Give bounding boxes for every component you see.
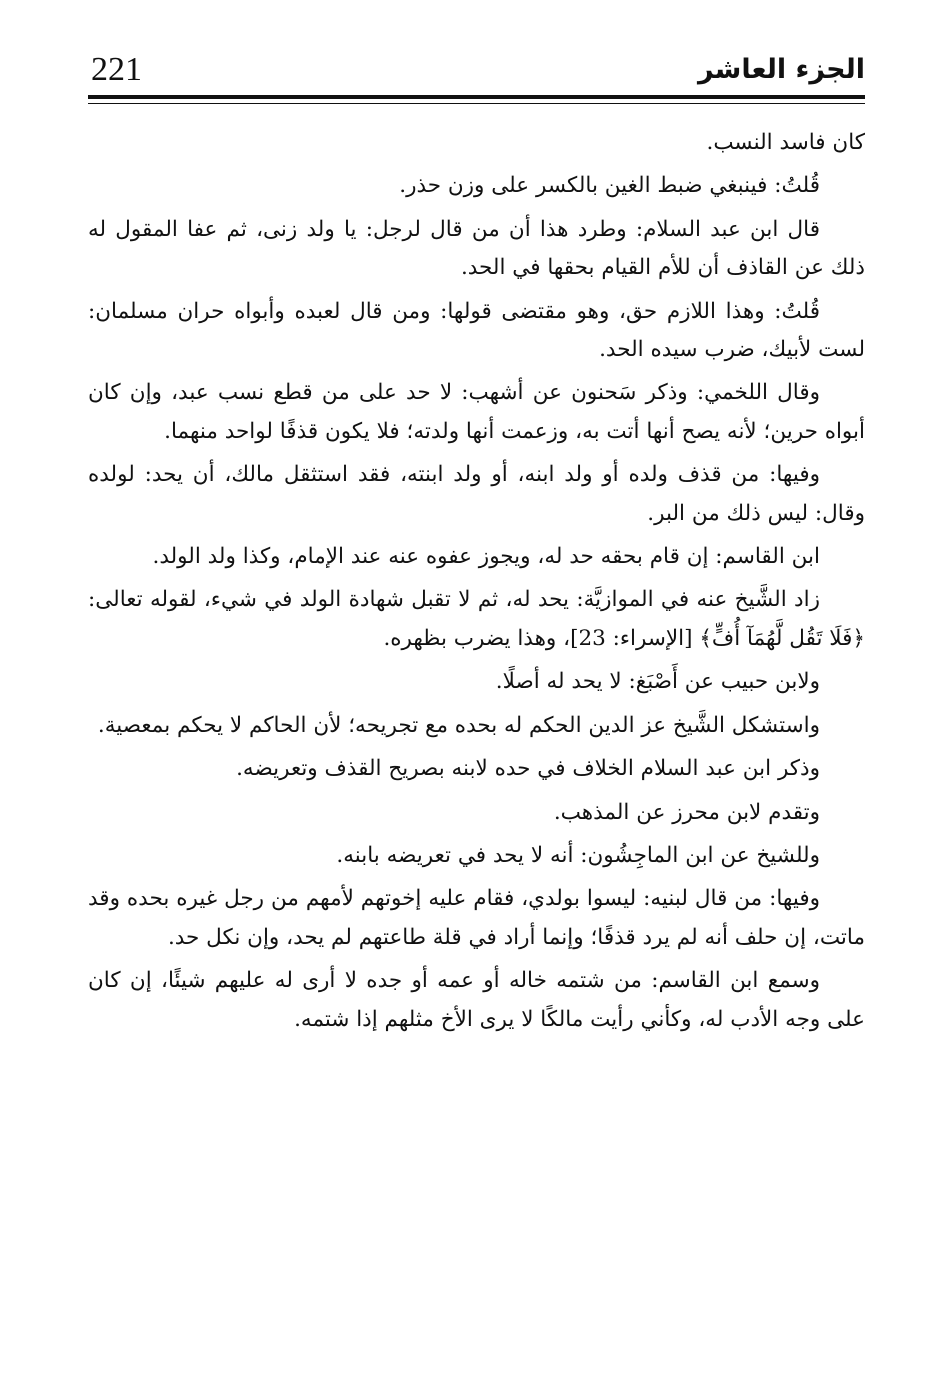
paragraph: وتقدم لابن محرز عن المذهب. — [553, 799, 820, 825]
paragraph: وذكر ابن عبد السلام الخلاف في حده لابنه بصريح القذف وتعريضه. — [236, 756, 820, 782]
body-text — [88, 124, 865, 1044]
paragraph: قال ابن عبد السلام: وطرد هذا أن من قال لرجل: يا ولد زنى، ثم عفا المقول له ذلك عن القاذف أن للأم القيام بحقها في الحد. — [88, 216, 865, 281]
paragraph: وفيها: من قذف ولده أو ولد ابنه، أو ولد ابنته، فقد استثقل مالك، أن يحد: لولده وقال: ليس ذلك من البر. — [88, 462, 865, 526]
header-rule-thick — [88, 95, 865, 99]
paragraph: واستشكل الشَّيخ عز الدين الحكم له بحده مع تجريحه؛ لأن الحاكم لا يحكم بمعصية. — [97, 712, 820, 738]
page-header — [85, 44, 865, 96]
paragraph: وللشيخ عن ابن الماجِشُون: أنه لا يحد في تعريضه بابنه. — [336, 842, 820, 868]
paragraph: ولابن حبيب عن أَصْبَغ: لا يحد له أصلًا. — [495, 669, 820, 695]
header-rule-thin — [88, 103, 865, 104]
page-number: 221 — [91, 51, 142, 88]
paragraph: وقال اللخمي: وذكر سَحنون عن أشهب: لا حد على من قطع نسب عبد، وإن كان أبواه حرين؛ لأنه يصح أنها أتت به، وزعمت أنها ولدته؛ فلا يكون قذفًا لواحد منهما. — [88, 380, 865, 444]
paragraph: قُلتُ: وهذا اللازم حق، وهو مقتضى قولها: ومن قال لعبده وأبواه حران مسلمان: لست لأبيك، ضرب سيده الحد. — [88, 298, 865, 363]
paragraph: ابن القاسم: إن قام بحقه حد له، ويجوز عفوه عنه عند الإمام، وكذا ولد الولد. — [152, 544, 820, 570]
paragraph: زاد الشَّيخ عنه في الموازيَّة: يحد له، ثم لا تقبل شهادة الولد في شيء، لقوله تعالى: ﴿فَلَا تَقُل لَّهُمَآ أُفٍّ﴾ [الإسراء: 23]، وهذا يضرب بظهره. — [88, 587, 865, 651]
paragraph: كان فاسد النسب. — [706, 130, 865, 155]
paragraph: قُلتُ: فينبغي ضبط الغين بالكسر على وزن حذر. — [399, 173, 820, 199]
paragraph: وسمع ابن القاسم: من شتمه خاله أو عمه أو جده لا أرى له عليهم شيئًا، إن كان على وجه الأدب له، وكأني رأيت مالكًا لا يرى الأخ مثلهم إذا شتمه. — [88, 968, 865, 1032]
part-title: الجزء العاشر — [698, 54, 865, 85]
paragraph: وفيها: من قال لبنيه: ليسوا بولدي، فقام عليه إخوتهم لأمهم من رجل غيره بحده وقد ماتت، إن حلف أنه لم يرد قذفًا؛ وإنما أراد في قلة طاعتهم لم يحد، وإن نكل حد. — [88, 886, 865, 950]
